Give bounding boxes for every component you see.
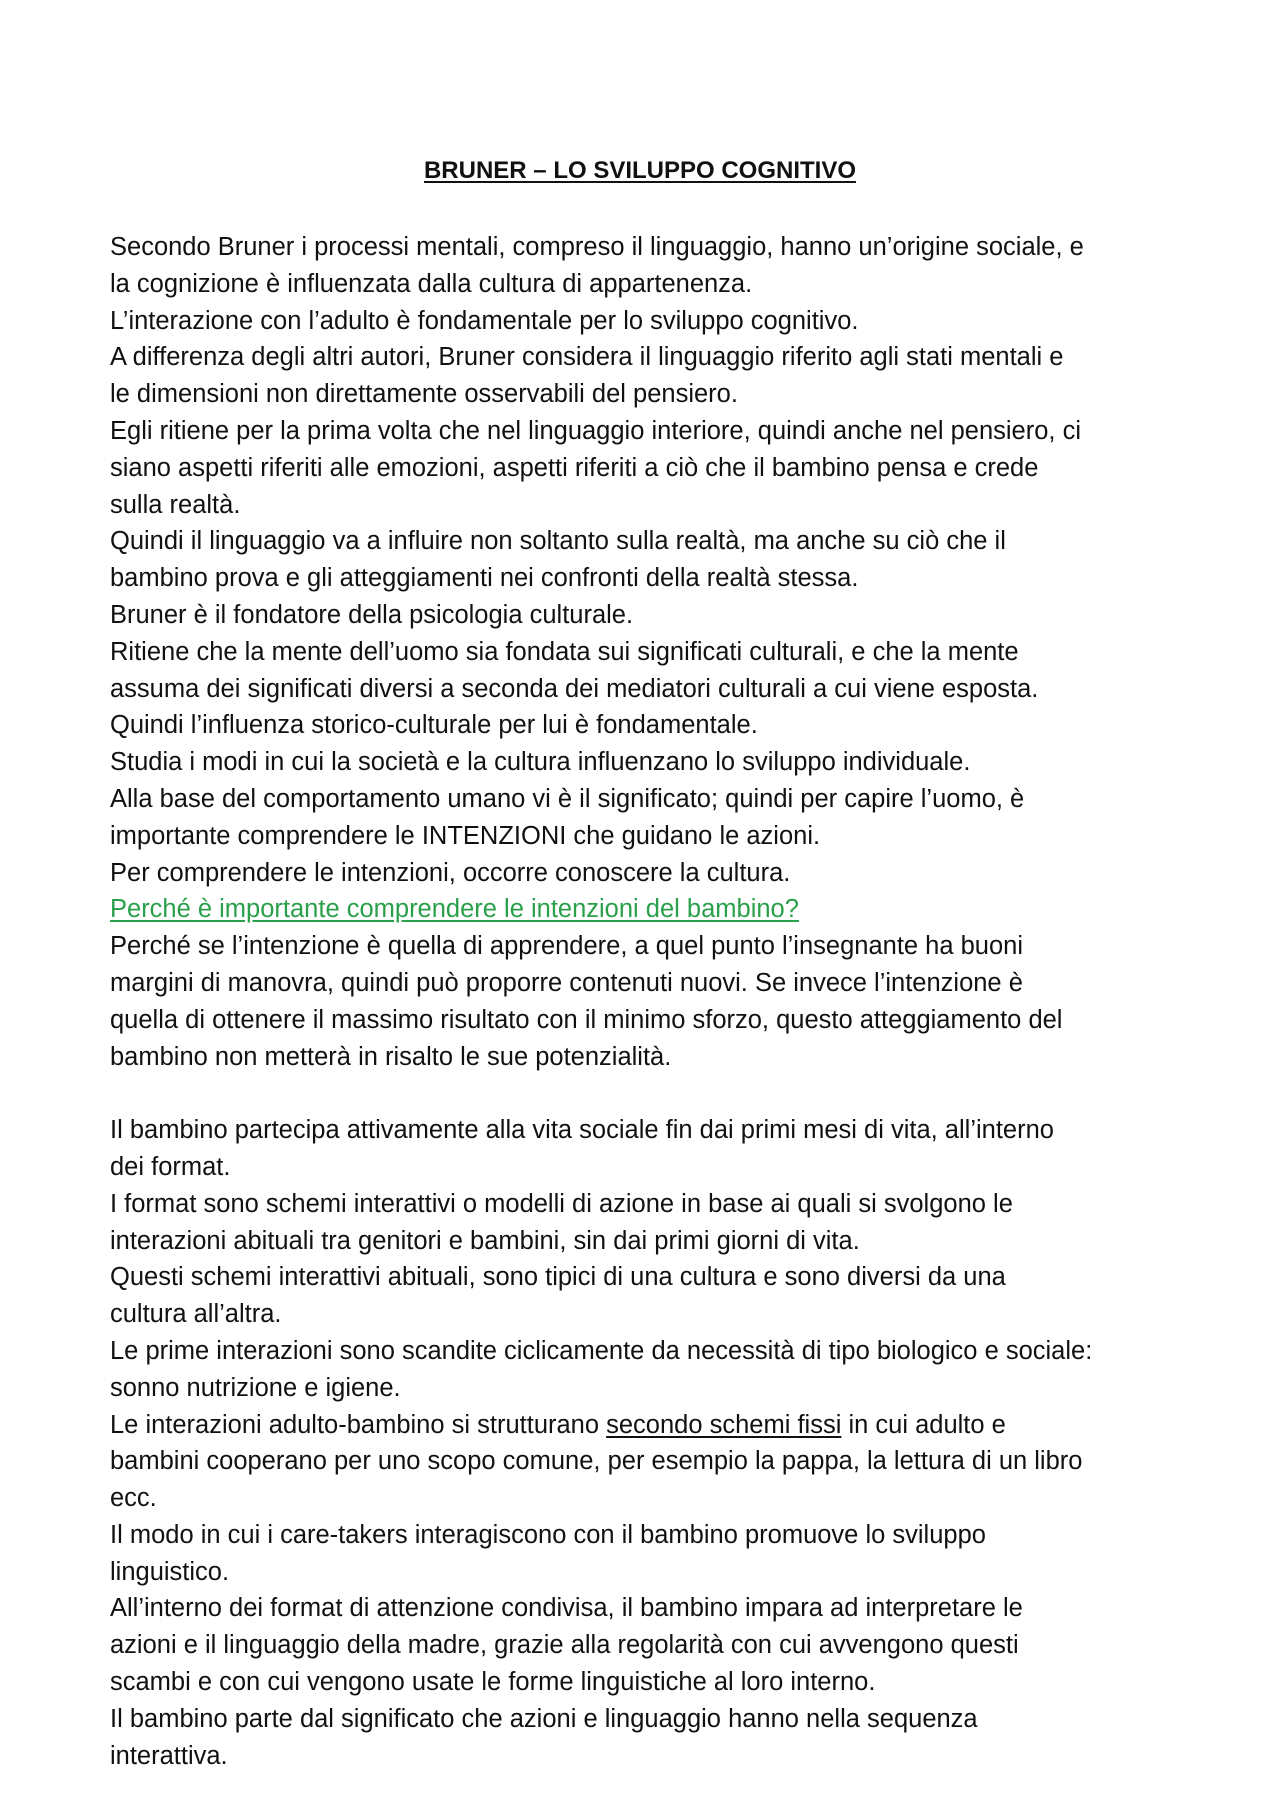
text-line: Bruner è il fondatore della psicologia culturale. xyxy=(110,600,634,629)
text-line: Perché se l’intenzione è quella di apprendere, a quel punto l’insegnante ha buoni xyxy=(110,932,1024,961)
text-line: A differenza degli altri autori, Bruner considera il linguaggio riferito agli stati mentali e xyxy=(110,343,1064,372)
question-line xyxy=(110,891,1190,928)
text-line: Secondo Bruner i processi mentali, compreso il linguaggio, hanno un’origine sociale, e xyxy=(110,233,1084,261)
text-line: L’interazione con l’adulto è fondamentale per lo sviluppo cognitivo. xyxy=(110,306,859,335)
text-segment: in cui adulto e xyxy=(841,1410,1006,1439)
text-line: importante comprendere le INTENZIONI che guidano le azioni. xyxy=(110,821,821,850)
text-line: bambino non metterà in risalto le sue potenzialità. xyxy=(110,1042,672,1071)
text-line: Il modo in cui i care-takers interagiscono con il bambino promuove lo sviluppo xyxy=(110,1520,986,1549)
text-line: siano aspetti riferiti alle emozioni, aspetti riferiti a ciò che il bambino pensa e crede xyxy=(110,453,1039,482)
text-line: interazioni abituali tra genitori e bambini, sin dai primi giorni di vita. xyxy=(110,1226,860,1255)
text-line: Questi schemi interattivi abituali, sono tipici di una cultura e sono diversi da una xyxy=(110,1263,1006,1292)
text-line: Ritiene che la mente dell’uomo sia fondata sui significati culturali, e che la mente xyxy=(110,637,1019,666)
page-title: BRUNER – LO SVILUPPO COGNITIVO xyxy=(423,157,857,184)
text-line: linguistico. xyxy=(110,1557,230,1586)
underlined-phrase: secondo schemi fissi xyxy=(606,1410,842,1439)
text-line: Il bambino parte dal significato che azioni e linguaggio hanno nella sequenza xyxy=(110,1704,978,1733)
text-segment: Le interazioni adulto-bambino si strutturano xyxy=(110,1410,607,1439)
text-line: assuma dei significati diversi a seconda dei mediatori culturali a cui viene esposta. xyxy=(110,674,1039,703)
text-line: Quindi l’influenza storico-culturale per lui è fondamentale. xyxy=(110,711,758,740)
text-line: ecc. xyxy=(110,1484,157,1513)
text-line-with-underline xyxy=(110,1407,1190,1444)
text-line: I format sono schemi interattivi o modelli di azione in base ai quali si svolgono le xyxy=(110,1189,1013,1218)
text-line: quella di ottenere il massimo risultato con il minimo sforzo, questo atteggiamento del xyxy=(110,1005,1063,1034)
text-line: Quindi il linguaggio va a influire non soltanto sulla realtà, ma anche su ciò che il xyxy=(110,527,1006,556)
text-line: margini di manovra, quindi può proporre contenuti nuovi. Se invece l’intenzione è xyxy=(110,968,1023,997)
text-line: sulla realtà. xyxy=(110,490,241,519)
text-line: bambino prova e gli atteggiamenti nei confronti della realtà stessa. xyxy=(110,564,859,593)
question-link[interactable]: Perché è importante comprendere le intenzioni del bambino? xyxy=(110,895,799,924)
text-line: Alla base del comportamento umano vi è il significato; quindi per capire l’uomo, è xyxy=(110,784,1025,813)
text-line: Le prime interazioni sono scandite ciclicamente da necessità di tipo biologico e sociale: xyxy=(110,1336,1093,1365)
text-line: Egli ritiene per la prima volta che nel linguaggio interiore, quindi anche nel pensiero, ci xyxy=(110,416,1081,445)
text-line: Per comprendere le intenzioni, occorre conoscere la cultura. xyxy=(110,858,791,887)
text-line: Il bambino partecipa attivamente alla vita sociale fin dai primi mesi di vita, all’interno xyxy=(110,1116,1054,1145)
text-line: cultura all’altra. xyxy=(110,1300,282,1329)
text-line: All’interno dei format di attenzione condivisa, il bambino impara ad interpretare le xyxy=(110,1594,1023,1623)
text-line: dei format. xyxy=(110,1152,231,1181)
text-line: interattiva. xyxy=(110,1741,228,1770)
text-line: sonno nutrizione e igiene. xyxy=(110,1373,401,1402)
text-line: la cognizione è influenzata dalla cultura di appartenenza. xyxy=(110,269,753,298)
text-line: Studia i modi in cui la società e la cultura influenzano lo sviluppo individuale. xyxy=(110,748,971,777)
text-line: azioni e il linguaggio della madre, grazie alla regolarità con cui avvengono questi xyxy=(110,1631,1019,1660)
document-body xyxy=(110,229,1190,1774)
text-line: scambi e con cui vengono usate le forme linguistiche al loro interno. xyxy=(110,1668,876,1697)
text-line: bambini cooperano per uno scopo comune, per esempio la pappa, la lettura di un libro xyxy=(110,1447,1083,1476)
text-line: le dimensioni non direttamente osservabili del pensiero. xyxy=(110,380,738,409)
paragraph-gap xyxy=(110,1075,1190,1112)
